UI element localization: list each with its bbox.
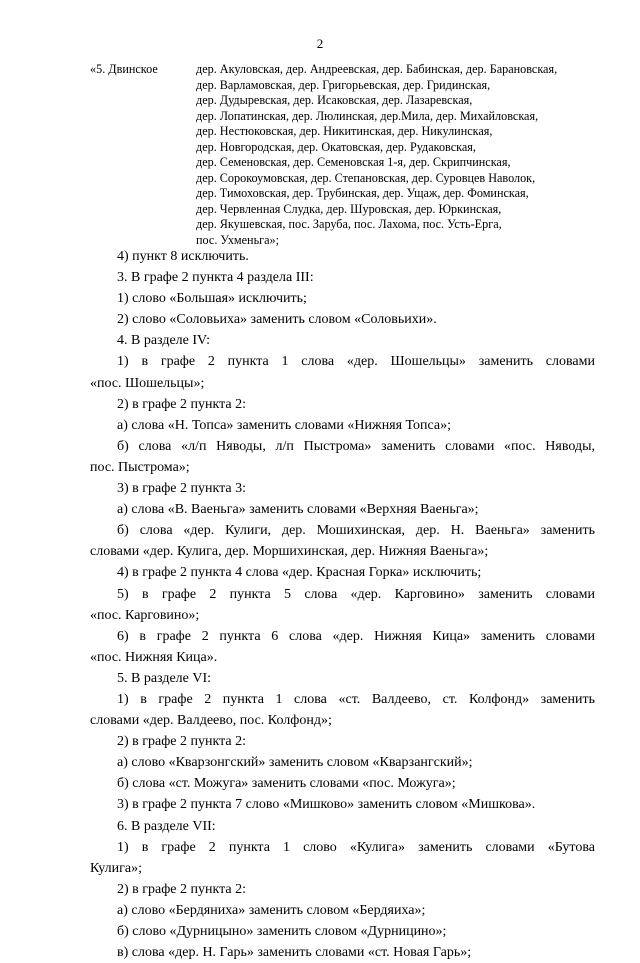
settlement-name: «5. Двинское xyxy=(90,62,158,76)
text-line: 1) слово «Большая» исключить; xyxy=(117,291,307,307)
text-line: словами «дер. Валдеево, пос. Колфонд»; xyxy=(90,713,332,729)
text-line: 3) в графе 2 пункта 3: xyxy=(117,481,247,497)
text-line: 6. В разделе VII: xyxy=(117,818,216,834)
page-number: 2 xyxy=(316,36,324,51)
text-line: 2) в графе 2 пункта 2: xyxy=(117,881,247,897)
text-line: 4. В разделе IV: xyxy=(117,333,210,349)
settlement-line: дер. Червленная Слудка, дер. Шуровская, дер. Юркинская, xyxy=(196,201,502,216)
text-line: 1) в графе 2 пункта 1 слова «ст. Валдеево, ст. Колфонд» заменить xyxy=(117,691,595,707)
text-line: а) слова «Н. Топса» заменить словами «Нижняя Топса»; xyxy=(117,417,452,433)
settlement-line: дер. Варламовская, дер. Григорьевская, дер. Гридинская, xyxy=(196,77,491,92)
text-line: б) слова «дер. Кулиги, дер. Мошихинская, дер. Н. Ваеньга» заменить xyxy=(117,523,595,539)
text-line: «пос. Нижняя Кица». xyxy=(90,649,218,665)
settlement-line: дер. Сорокоумовская, дер. Степановская, дер. Суровцев Наволок, xyxy=(196,170,536,185)
settlement-line: дер. Якушевская, пос. Заруба, пос. Лахома, пос. Усть-Ерга, xyxy=(196,217,502,231)
text-line: 2) в графе 2 пункта 2: xyxy=(117,396,247,412)
text-line: 5. В разделе VI: xyxy=(117,670,212,686)
text-line: б) слова «ст. Можуга» заменить словами «пос. Можуга»; xyxy=(117,776,456,792)
text-line: а) слово «Кварзонгский» заменить словом «Кварзангский»; xyxy=(117,755,473,771)
text-line: 2) в графе 2 пункта 2: xyxy=(117,734,247,750)
text-line: 1) в графе 2 пункта 1 слово «Кулига» заменить словами «Бутова xyxy=(117,839,595,855)
text-line: 1) в графе 2 пункта 1 слова «дер. Шошельцы» заменить словами xyxy=(117,354,595,370)
text-line: словами «дер. Кулига, дер. Моршихинская, дер. Нижняя Ваеньга»; xyxy=(90,544,489,560)
text-line: 5) в графе 2 пункта 5 слова «дер. Карговино» заменить словами xyxy=(117,586,595,602)
text-line: «пос. Шошельцы»; xyxy=(90,375,205,391)
text-line: Кулига»; xyxy=(90,860,142,876)
amendment-text xyxy=(90,246,595,963)
settlement-line: дер. Акуловская, дер. Андреевская, дер. Бабинская, дер. Барановская, xyxy=(196,62,558,76)
settlement-line: дер. Тимоховская, дер. Трубинская, дер. Ущаж, дер. Фоминская, xyxy=(196,186,529,200)
text-line: 4) пункт 8 исключить. xyxy=(117,249,249,264)
text-line: 3. В графе 2 пункта 4 раздела III: xyxy=(117,270,314,286)
text-line: пос. Пыстрома»; xyxy=(90,459,190,475)
text-line: в) слова «дер. Н. Гарь» заменить словами «ст. Новая Гарь»; xyxy=(117,945,472,961)
settlement-line: дер. Нестюковская, дер. Никитинская, дер. Никулинская, xyxy=(196,124,493,138)
text-line: 3) в графе 2 пункта 7 слово «Мишково» заменить словом «Мишкова». xyxy=(117,797,536,813)
text-line: а) слова «В. Ваеньга» заменить словами «Верхняя Ваеньга»; xyxy=(117,502,479,518)
settlement-line: пос. Ухменьга»; xyxy=(196,232,280,247)
text-line: б) слова «л/п Няводы, л/п Пыстрома» заменить словами «пос. Няводы, xyxy=(117,438,595,454)
settlement-line: дер. Семеновская, дер. Семеновская 1-я, дер. Скрипчинская, xyxy=(196,155,511,169)
settlement-line: дер. Дудыревская, дер. Исаковская, дер. Лазаревская, xyxy=(196,93,473,107)
settlement-line: дер. Новгородская, дер. Окатовская, дер. Рудаковская, xyxy=(196,139,476,154)
text-line: б) слово «Дурницыно» заменить словом «Дурницино»; xyxy=(117,924,447,939)
text-line: 2) слово «Соловьиха» заменить словом «Соловьихи». xyxy=(117,312,437,328)
text-line: 4) в графе 2 пункта 4 слова «дер. Красная Горка» исключить; xyxy=(117,565,482,581)
settlement-list xyxy=(196,62,596,248)
settlement-line: дер. Лопатинская, дер. Люлинская, дер.Мила, дер. Михайловская, xyxy=(196,108,539,123)
text-line: «пос. Карговино»; xyxy=(90,607,200,623)
text-line: а) слово «Бердяниха» заменить словом «Бердяиха»; xyxy=(117,902,426,918)
text-line: 6) в графе 2 пункта 6 слова «дер. Нижняя Кица» заменить словами xyxy=(117,628,595,644)
